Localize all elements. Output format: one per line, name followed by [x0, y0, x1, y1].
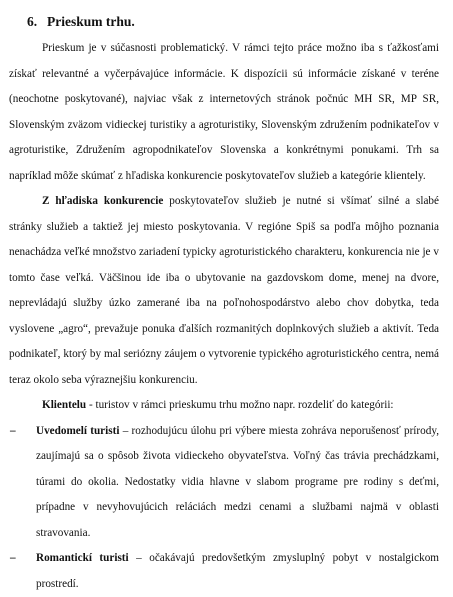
paragraph-competition-lead: Z hľadiska konkurencie — [42, 195, 164, 207]
bullet-item-conscious-tourists — [9, 419, 439, 547]
bullet-dash: – — [10, 424, 16, 437]
paragraph-intro-text: Prieskum je v súčasnosti problematický. V rámci tejto práce možno iba s ťažkosťami získať relevantné a vyčerpávajúce informácie. K dispozícii sú informácie získané v teréne (neochotne poskytované), najviac však z internetových stránok počnúc MH SR, MP SR, Slovenským zväzom vidieckej turistiky a agroturistiky, Slovenským združením podnikateľov v agroturistike, Združením agropodnikateľov Slovenska a konkrétnymi ponukami. Trh sa napríklad môže skúmať z hľadiska konkurencie poskytovateľov služieb a kategórie klientely. — [9, 42, 439, 182]
bullet-lead: Uvedomelí turisti — [36, 424, 120, 437]
paragraph-competition — [9, 189, 439, 393]
paragraph-intro — [9, 36, 439, 189]
bullet-item-romantic-tourists — [9, 546, 439, 597]
bullet-text: – rozhodujúcu úlohu pri výbere miesta zohráva neporušenosť prírody, zaujímajú sa o spôsob života vidieckeho obyvateľstva. Voľný čas trávia prechádzkami, túrami do okolia. Nedostatky vidia hlavne v slabom programe pre rodiny s deťmi, prípadne v nevyhovujúcich reláciách medzi cenami a službami najmä v oblasti stravovania. — [36, 424, 439, 539]
paragraph-clientele — [9, 393, 439, 419]
bullet-lead: Romantickí turisti — [36, 552, 129, 564]
section-heading — [27, 11, 439, 33]
section-title: Prieskum trhu. — [47, 14, 135, 29]
paragraph-clientele-text: - turistov v rámci prieskumu trhu možno napr. rozdeliť do kategórii: — [86, 399, 394, 411]
paragraph-competition-text: poskytovateľov služieb je nutné si všímať silné a slabé stránky služieb a taktiež jej miesto poskytovania. V regióne Spiš sa podľa môjho poznania nenachádza veľké množstvo zariadení typicky agroturistického charakteru, konkurencia nie je v tomto čase veľká. Väčšinou ide iba o ubytovanie na gazdovskom dome, menej na dvore, neprevládajú služby úzko zamerané iba na poľnohospodárstvo alebo chov dobytka, teda vyslovene „agro“, prevažuje ponuka ďalších rozmanitých doplnkových služieb a aktivít. Teda podnikateľ, ktorý by mal seriózny záujem o vytvorenie typického agroturistického centra, nemá teraz okolo seba výraznejšiu konkurenciu. — [9, 195, 439, 386]
paragraph-clientele-lead: Klientelu — [42, 399, 87, 411]
bullet-text: – očakávajú predovšetkým zmysluplný pobyt v nostalgickom prostredí. — [36, 552, 439, 590]
bullet-dash: – — [10, 552, 16, 564]
section-number: 6. — [27, 14, 38, 29]
